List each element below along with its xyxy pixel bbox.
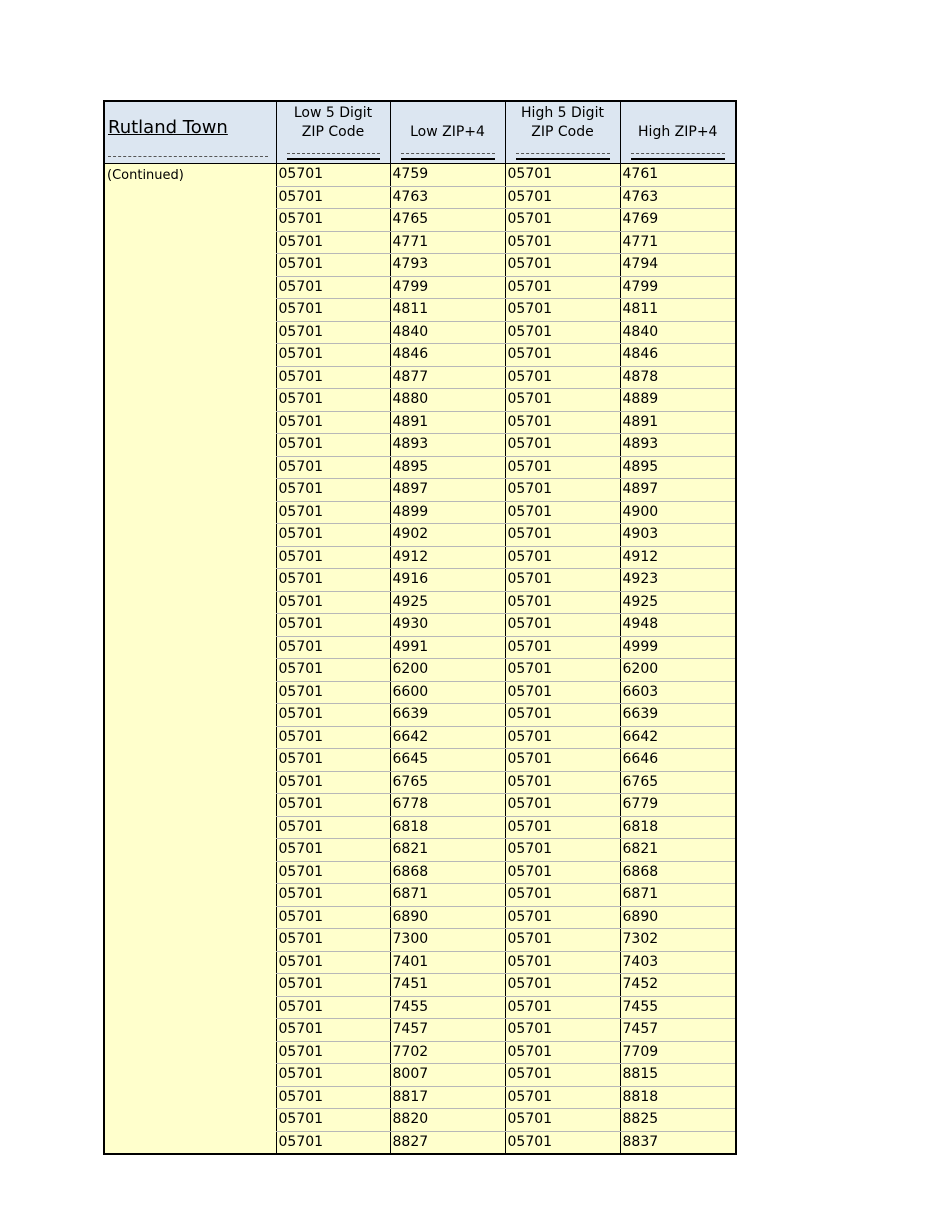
- high-5-digit-cell: 05701: [505, 276, 620, 299]
- high-5-digit-cell: 05701: [505, 479, 620, 502]
- high-zip4-cell: 6642: [620, 726, 736, 749]
- low-5-digit-cell: 05701: [276, 344, 390, 367]
- low-zip4-cell: 4925: [390, 591, 505, 614]
- low-zip4-cell: 6200: [390, 659, 505, 682]
- high-zip4-cell: 7455: [620, 996, 736, 1019]
- high-zip4-cell: 4891: [620, 411, 736, 434]
- high-5-digit-cell: 05701: [505, 659, 620, 682]
- high-5-digit-cell: 05701: [505, 1019, 620, 1042]
- high-5-digit-cell: 05701: [505, 231, 620, 254]
- high-5-digit-cell: 05701: [505, 906, 620, 929]
- high-5-digit-header-line1: High 5 Digit: [521, 105, 604, 121]
- high-5-digit-cell: 05701: [505, 794, 620, 817]
- high-zip4-cell: 6200: [620, 659, 736, 682]
- high-zip4-cell: 7709: [620, 1041, 736, 1064]
- table-body: [104, 164, 736, 1155]
- high-5-digit-cell: 05701: [505, 366, 620, 389]
- high-zip4-cell: 4948: [620, 614, 736, 637]
- low-zip4-cell: 6868: [390, 861, 505, 884]
- low-zip4-header-label: Low ZIP+4: [410, 124, 485, 140]
- low-zip4-cell: 4930: [390, 614, 505, 637]
- low-5-digit-cell: 05701: [276, 479, 390, 502]
- high-zip4-cell: 4903: [620, 524, 736, 547]
- high-5-digit-cell: 05701: [505, 974, 620, 997]
- high-5-digit-cell: 05701: [505, 186, 620, 209]
- low-zip4-cell: 6600: [390, 681, 505, 704]
- low-zip4-cell: 6778: [390, 794, 505, 817]
- high-zip4-cell: 4900: [620, 501, 736, 524]
- low-zip4-cell: 4895: [390, 456, 505, 479]
- high-zip4-cell: 6818: [620, 816, 736, 839]
- low-zip4-cell: 4897: [390, 479, 505, 502]
- low-5-digit-cell: 05701: [276, 501, 390, 524]
- high-zip4-cell: 6890: [620, 906, 736, 929]
- low-zip4-cell: 4916: [390, 569, 505, 592]
- high-zip4-cell: 4925: [620, 591, 736, 614]
- low-zip4-cell: 4793: [390, 254, 505, 277]
- low-zip4-cell: 4811: [390, 299, 505, 322]
- high-5-digit-cell: 05701: [505, 1064, 620, 1087]
- low-5-digit-cell: 05701: [276, 704, 390, 727]
- low-zip4-cell: 4880: [390, 389, 505, 412]
- high-zip4-cell: 8815: [620, 1064, 736, 1087]
- low-zip4-cell: 8820: [390, 1109, 505, 1132]
- high-zip4-cell: 4893: [620, 434, 736, 457]
- high-5-digit-cell: 05701: [505, 344, 620, 367]
- low-5-digit-cell: 05701: [276, 771, 390, 794]
- town-name: Rutland Town: [108, 117, 228, 138]
- low-zip4-cell: 4877: [390, 366, 505, 389]
- high-zip4-cell: 4840: [620, 321, 736, 344]
- town-header: [104, 101, 276, 164]
- high-zip4-cell: 7403: [620, 951, 736, 974]
- low-zip4-cell: 4912: [390, 546, 505, 569]
- high-zip4-cell: 6765: [620, 771, 736, 794]
- high-5-digit-cell: 05701: [505, 704, 620, 727]
- low-zip4-cell: 4840: [390, 321, 505, 344]
- high-5-digit-cell: 05701: [505, 1086, 620, 1109]
- high-zip4-cell: 4769: [620, 209, 736, 232]
- low-5-digit-cell: 05701: [276, 411, 390, 434]
- low-5-digit-cell: 05701: [276, 254, 390, 277]
- high-5-digit-cell: 05701: [505, 951, 620, 974]
- low-zip4-cell: 4763: [390, 186, 505, 209]
- high-5-digit-cell: 05701: [505, 546, 620, 569]
- low-5-digit-cell: 05701: [276, 996, 390, 1019]
- low-5-digit-cell: 05701: [276, 1109, 390, 1132]
- low-5-digit-cell: 05701: [276, 164, 390, 187]
- high-zip4-cell: 8818: [620, 1086, 736, 1109]
- high-zip4-cell: 4889: [620, 389, 736, 412]
- low-5-digit-cell: 05701: [276, 861, 390, 884]
- low-5-digit-cell: 05701: [276, 749, 390, 772]
- low-5-digit-cell: 05701: [276, 231, 390, 254]
- low-5-digit-cell: 05701: [276, 614, 390, 637]
- low-zip4-cell: 6645: [390, 749, 505, 772]
- high-zip4-cell: 4794: [620, 254, 736, 277]
- divider: [287, 153, 380, 154]
- header-row: [104, 101, 736, 164]
- low-zip4-cell: 7451: [390, 974, 505, 997]
- low-zip4-cell: 4991: [390, 636, 505, 659]
- high-zip4-cell: 7452: [620, 974, 736, 997]
- low-zip4-cell: 4893: [390, 434, 505, 457]
- underline: [287, 158, 380, 160]
- high-5-digit-cell: 05701: [505, 636, 620, 659]
- high-5-digit-cell: 05701: [505, 816, 620, 839]
- low-5-digit-cell: 05701: [276, 321, 390, 344]
- divider: [401, 153, 495, 154]
- low-zip4-cell: 8007: [390, 1064, 505, 1087]
- low-zip4-cell: 7300: [390, 929, 505, 952]
- low-5-digit-cell: 05701: [276, 816, 390, 839]
- low-zip4-cell: 4899: [390, 501, 505, 524]
- low-5-digit-cell: 05701: [276, 299, 390, 322]
- high-5-digit-cell: 05701: [505, 681, 620, 704]
- low-zip4-cell: 6639: [390, 704, 505, 727]
- high-5-digit-cell: 05701: [505, 501, 620, 524]
- low-5-digit-cell: 05701: [276, 546, 390, 569]
- low-zip4-cell: 6890: [390, 906, 505, 929]
- low-5-digit-cell: 05701: [276, 366, 390, 389]
- high-zip4-cell: 4897: [620, 479, 736, 502]
- low-zip4-cell: 6821: [390, 839, 505, 862]
- high-5-digit-cell: 05701: [505, 1041, 620, 1064]
- high-zip4-cell: 8825: [620, 1109, 736, 1132]
- low-zip4-cell: 7702: [390, 1041, 505, 1064]
- high-zip4-cell: 4763: [620, 186, 736, 209]
- high-5-digit-cell: 05701: [505, 1109, 620, 1132]
- continued-label: (Continued): [104, 164, 276, 1155]
- high-5-digit-cell: 05701: [505, 591, 620, 614]
- low-zip4-cell: 6765: [390, 771, 505, 794]
- high-zip4-cell: 4761: [620, 164, 736, 187]
- low-5-digit-cell: 05701: [276, 569, 390, 592]
- low-zip4-cell: 4902: [390, 524, 505, 547]
- low-5-digit-cell: 05701: [276, 389, 390, 412]
- high-5-digit-cell: 05701: [505, 254, 620, 277]
- underline: [631, 158, 726, 160]
- low-5-digit-cell: 05701: [276, 524, 390, 547]
- high-zip4-cell: 4895: [620, 456, 736, 479]
- low-5-digit-cell: 05701: [276, 186, 390, 209]
- low-zip4-header: [390, 101, 505, 164]
- high-5-digit-cell: 05701: [505, 411, 620, 434]
- table-row: [104, 164, 736, 187]
- low-5-digit-cell: 05701: [276, 681, 390, 704]
- high-5-digit-cell: 05701: [505, 524, 620, 547]
- low-5-digit-cell: 05701: [276, 929, 390, 952]
- low-5-digit-cell: 05701: [276, 636, 390, 659]
- high-zip4-cell: 4771: [620, 231, 736, 254]
- low-5-digit-header-line2: ZIP Code: [301, 124, 365, 140]
- underline: [516, 158, 610, 160]
- high-zip4-cell: 4912: [620, 546, 736, 569]
- high-zip4-cell: 6603: [620, 681, 736, 704]
- low-zip4-cell: 7401: [390, 951, 505, 974]
- low-zip4-cell: 4765: [390, 209, 505, 232]
- low-zip4-cell: 4771: [390, 231, 505, 254]
- low-zip4-cell: 6642: [390, 726, 505, 749]
- zip-range-table: [103, 100, 737, 1155]
- low-5-digit-cell: 05701: [276, 1019, 390, 1042]
- high-5-digit-header-line2: ZIP Code: [531, 124, 594, 140]
- low-zip4-cell: 4799: [390, 276, 505, 299]
- low-5-digit-cell: 05701: [276, 884, 390, 907]
- low-5-digit-cell: 05701: [276, 906, 390, 929]
- low-5-digit-cell: 05701: [276, 434, 390, 457]
- high-5-digit-cell: 05701: [505, 771, 620, 794]
- low-zip4-cell: 6818: [390, 816, 505, 839]
- high-zip4-cell: 7302: [620, 929, 736, 952]
- low-5-digit-cell: 05701: [276, 591, 390, 614]
- divider: [631, 153, 726, 154]
- low-zip4-cell: 7455: [390, 996, 505, 1019]
- high-5-digit-cell: 05701: [505, 726, 620, 749]
- low-5-digit-cell: 05701: [276, 1041, 390, 1064]
- divider: [516, 153, 610, 154]
- high-5-digit-cell: 05701: [505, 569, 620, 592]
- high-zip4-cell: 6639: [620, 704, 736, 727]
- zip-range-table-page: [103, 100, 735, 1155]
- low-zip4-cell: 7457: [390, 1019, 505, 1042]
- high-zip4-cell: 4999: [620, 636, 736, 659]
- high-5-digit-cell: 05701: [505, 321, 620, 344]
- low-5-digit-cell: 05701: [276, 794, 390, 817]
- high-5-digit-cell: 05701: [505, 839, 620, 862]
- high-zip4-header: [620, 101, 736, 164]
- low-zip4-cell: 4891: [390, 411, 505, 434]
- low-5-digit-cell: 05701: [276, 659, 390, 682]
- low-5-digit-cell: 05701: [276, 276, 390, 299]
- high-zip4-cell: 4923: [620, 569, 736, 592]
- low-5-digit-cell: 05701: [276, 1131, 390, 1154]
- high-5-digit-header: [505, 101, 620, 164]
- high-zip4-cell: 4846: [620, 344, 736, 367]
- low-5-digit-cell: 05701: [276, 951, 390, 974]
- low-zip4-cell: 6871: [390, 884, 505, 907]
- high-zip4-cell: 6821: [620, 839, 736, 862]
- high-5-digit-cell: 05701: [505, 299, 620, 322]
- low-5-digit-cell: 05701: [276, 1064, 390, 1087]
- high-zip4-cell: 4811: [620, 299, 736, 322]
- high-zip4-cell: 4878: [620, 366, 736, 389]
- high-5-digit-cell: 05701: [505, 456, 620, 479]
- divider: [108, 156, 268, 157]
- high-zip4-cell: 4799: [620, 276, 736, 299]
- high-zip4-cell: 7457: [620, 1019, 736, 1042]
- high-zip4-cell: 8837: [620, 1131, 736, 1154]
- high-5-digit-cell: 05701: [505, 209, 620, 232]
- high-5-digit-cell: 05701: [505, 389, 620, 412]
- high-5-digit-cell: 05701: [505, 434, 620, 457]
- underline: [401, 158, 495, 160]
- high-5-digit-cell: 05701: [505, 1131, 620, 1154]
- low-zip4-cell: 8827: [390, 1131, 505, 1154]
- low-zip4-cell: 4846: [390, 344, 505, 367]
- low-zip4-cell: 8817: [390, 1086, 505, 1109]
- high-5-digit-cell: 05701: [505, 614, 620, 637]
- high-5-digit-cell: 05701: [505, 996, 620, 1019]
- low-5-digit-cell: 05701: [276, 974, 390, 997]
- high-5-digit-cell: 05701: [505, 164, 620, 187]
- high-zip4-header-label: High ZIP+4: [638, 124, 718, 140]
- low-5-digit-cell: 05701: [276, 839, 390, 862]
- high-zip4-cell: 6868: [620, 861, 736, 884]
- low-5-digit-cell: 05701: [276, 726, 390, 749]
- low-5-digit-cell: 05701: [276, 456, 390, 479]
- high-5-digit-cell: 05701: [505, 749, 620, 772]
- high-5-digit-cell: 05701: [505, 861, 620, 884]
- high-5-digit-cell: 05701: [505, 929, 620, 952]
- low-5-digit-cell: 05701: [276, 1086, 390, 1109]
- low-zip4-cell: 4759: [390, 164, 505, 187]
- high-zip4-cell: 6871: [620, 884, 736, 907]
- low-5-digit-header: [276, 101, 390, 164]
- high-zip4-cell: 6646: [620, 749, 736, 772]
- low-5-digit-cell: 05701: [276, 209, 390, 232]
- low-5-digit-header-line1: Low 5 Digit: [293, 105, 373, 121]
- high-zip4-cell: 6779: [620, 794, 736, 817]
- high-5-digit-cell: 05701: [505, 884, 620, 907]
